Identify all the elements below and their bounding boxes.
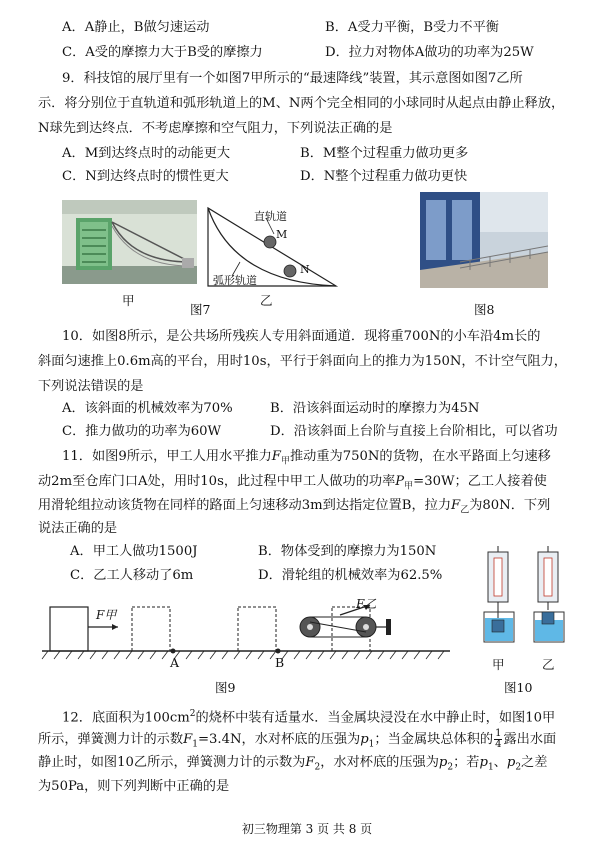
fig7-jia-photo [62,200,197,284]
q11-stem-line2: 动2m至仓库门口A处，用时10s，此过程中甲工人做功的功率$P_甲=30W$；乙工人接着使 [38,474,547,492]
fig7-label-curved-track: 弧形轨道 [213,274,257,287]
fig7-jia-illustration [62,200,197,284]
fig8-illustration [420,192,548,288]
q8-option-d[interactable]: D．拉力对物体A做功的功率为25W [325,45,534,60]
q11-option-a[interactable]: A．甲工人做功1500J [70,544,198,559]
fig9-point-b: B [275,655,285,670]
cargo-box-start [50,607,88,651]
cargo-box-moving [238,607,276,651]
q12-stem-line4: 为50Pa，则下列判断中正确的是 [38,779,230,794]
fig7-label-ball-m: M [276,228,288,241]
fig9-force-jia-label: F甲 [96,608,117,622]
q10-option-c[interactable]: C．推力做功的功率为60W [62,424,222,439]
q10-option-b[interactable]: B．沿该斜面运动时的摩擦力为45N [270,401,480,416]
fig9-point-a: A [170,655,180,670]
fraction-one-quarter: $\frac{1}{4}$ [495,728,502,750]
fig9-caption: 图9 [215,680,236,695]
q10-stem-line1: 10．如图8所示，是公共场所残疾人专用斜面通道．现将重700N的小车沿4m长的 [62,329,541,344]
fig8-ramp-photo [420,192,548,288]
q9-stem-line1: 9．科技馆的展厅里有一个如图7甲所示的“最速降线”装置，其示意图如图7乙所 [62,71,523,86]
q12-stem-line2: 所示，弹簧测力计的示数$F_1=3.4N$，水对杯底的压强为$p_1$；当金属块总体积的 $\frac{1}{4}$ 露出水面 [38,728,557,750]
q11-option-b[interactable]: B．物体受到的摩擦力为150N [258,544,437,559]
page-footer: 初三物理第 3 页 共 8 页 [241,822,373,836]
fig7-sub-jia: 甲 [122,293,135,308]
fig7-label-ball-n: N [300,263,310,276]
q10-option-d[interactable]: D．沿该斜面上台阶与直接上台阶相比，可以省功 [270,424,558,439]
cargo-box-at-a [132,607,170,651]
q9-option-a[interactable]: A．M到达终点时的动能更大 [62,146,231,161]
fig7-sub-yi: 乙 [260,293,273,308]
ball-m-icon [264,236,276,248]
q9-option-c[interactable]: C．N到达终点时的惯性更大 [62,169,229,184]
fig9-force-yi-label: F乙 [356,597,377,611]
q10-option-a[interactable]: A．该斜面的机械效率为70% [62,401,233,416]
q8-option-a[interactable]: A．A静止，B做匀速运动 [62,20,210,35]
fig7-caption: 图7 [190,302,211,317]
q11-option-c[interactable]: C．乙工人移动了6m [70,568,194,583]
q12-stem-line3: 静止时，如图10乙所示，弹簧测力计的示数为$F_2$，水对杯底的压强为$p_2$；若$p_1$、$p_2$之差 [38,755,548,773]
q10-stem-line2: 斜面匀速推上0.6m高的平台，用时10s，平行于斜面向上的推力为150N，不计空气阻力， [38,354,567,369]
q10-stem-line3: 下列说法错误的是 [38,379,144,394]
q9-option-d[interactable]: D．N整个过程重力做功更快 [300,169,468,184]
q11-stem-line4: 说法正确的是 [38,521,118,536]
fig10-diagram [476,546,576,650]
q9-stem-line2: 示．将分别位于直轨道和弧形轨道上的M、N两个完全相同的小球同时从起点由静止释放， [38,96,565,111]
q12-stem-line1: 12．底面积为$100cm^2$的烧杯中装有适量水．当金属块浸没在水中静止时，如图10甲 [62,709,556,726]
fig10-sub-jia: 甲 [492,657,505,672]
q11-stem-line1: 11．如图9所示，甲工人用水平推力$F_甲$推动重为750N的货物，在水平路面上匀速移 [62,449,551,467]
fig10-sub-yi: 乙 [542,657,555,672]
q8-option-c[interactable]: C．A受的摩擦力大于B受的摩擦力 [62,45,263,60]
q11-option-d[interactable]: D．滑轮组的机械效率为62.5% [258,568,443,583]
fig10-caption: 图10 [504,680,533,695]
ball-n-icon [284,265,296,277]
q9-stem-line3: N球先到达终点．不考虑摩擦和空气阻力，下列说法正确的是 [38,121,393,136]
q11-stem-line3: 用滑轮组拉动该货物在同样的路面上匀速移动3m到达指定位置B，拉力$F_乙$为80N．下列 [38,498,551,516]
q9-option-b[interactable]: B．M整个过程重力做功更多 [300,146,469,161]
fig8-caption: 图8 [474,302,495,317]
q8-option-b[interactable]: B．A受力平衡，B受力不平衡 [325,20,499,35]
fig7-label-straight-track: 直轨道 [254,210,287,223]
